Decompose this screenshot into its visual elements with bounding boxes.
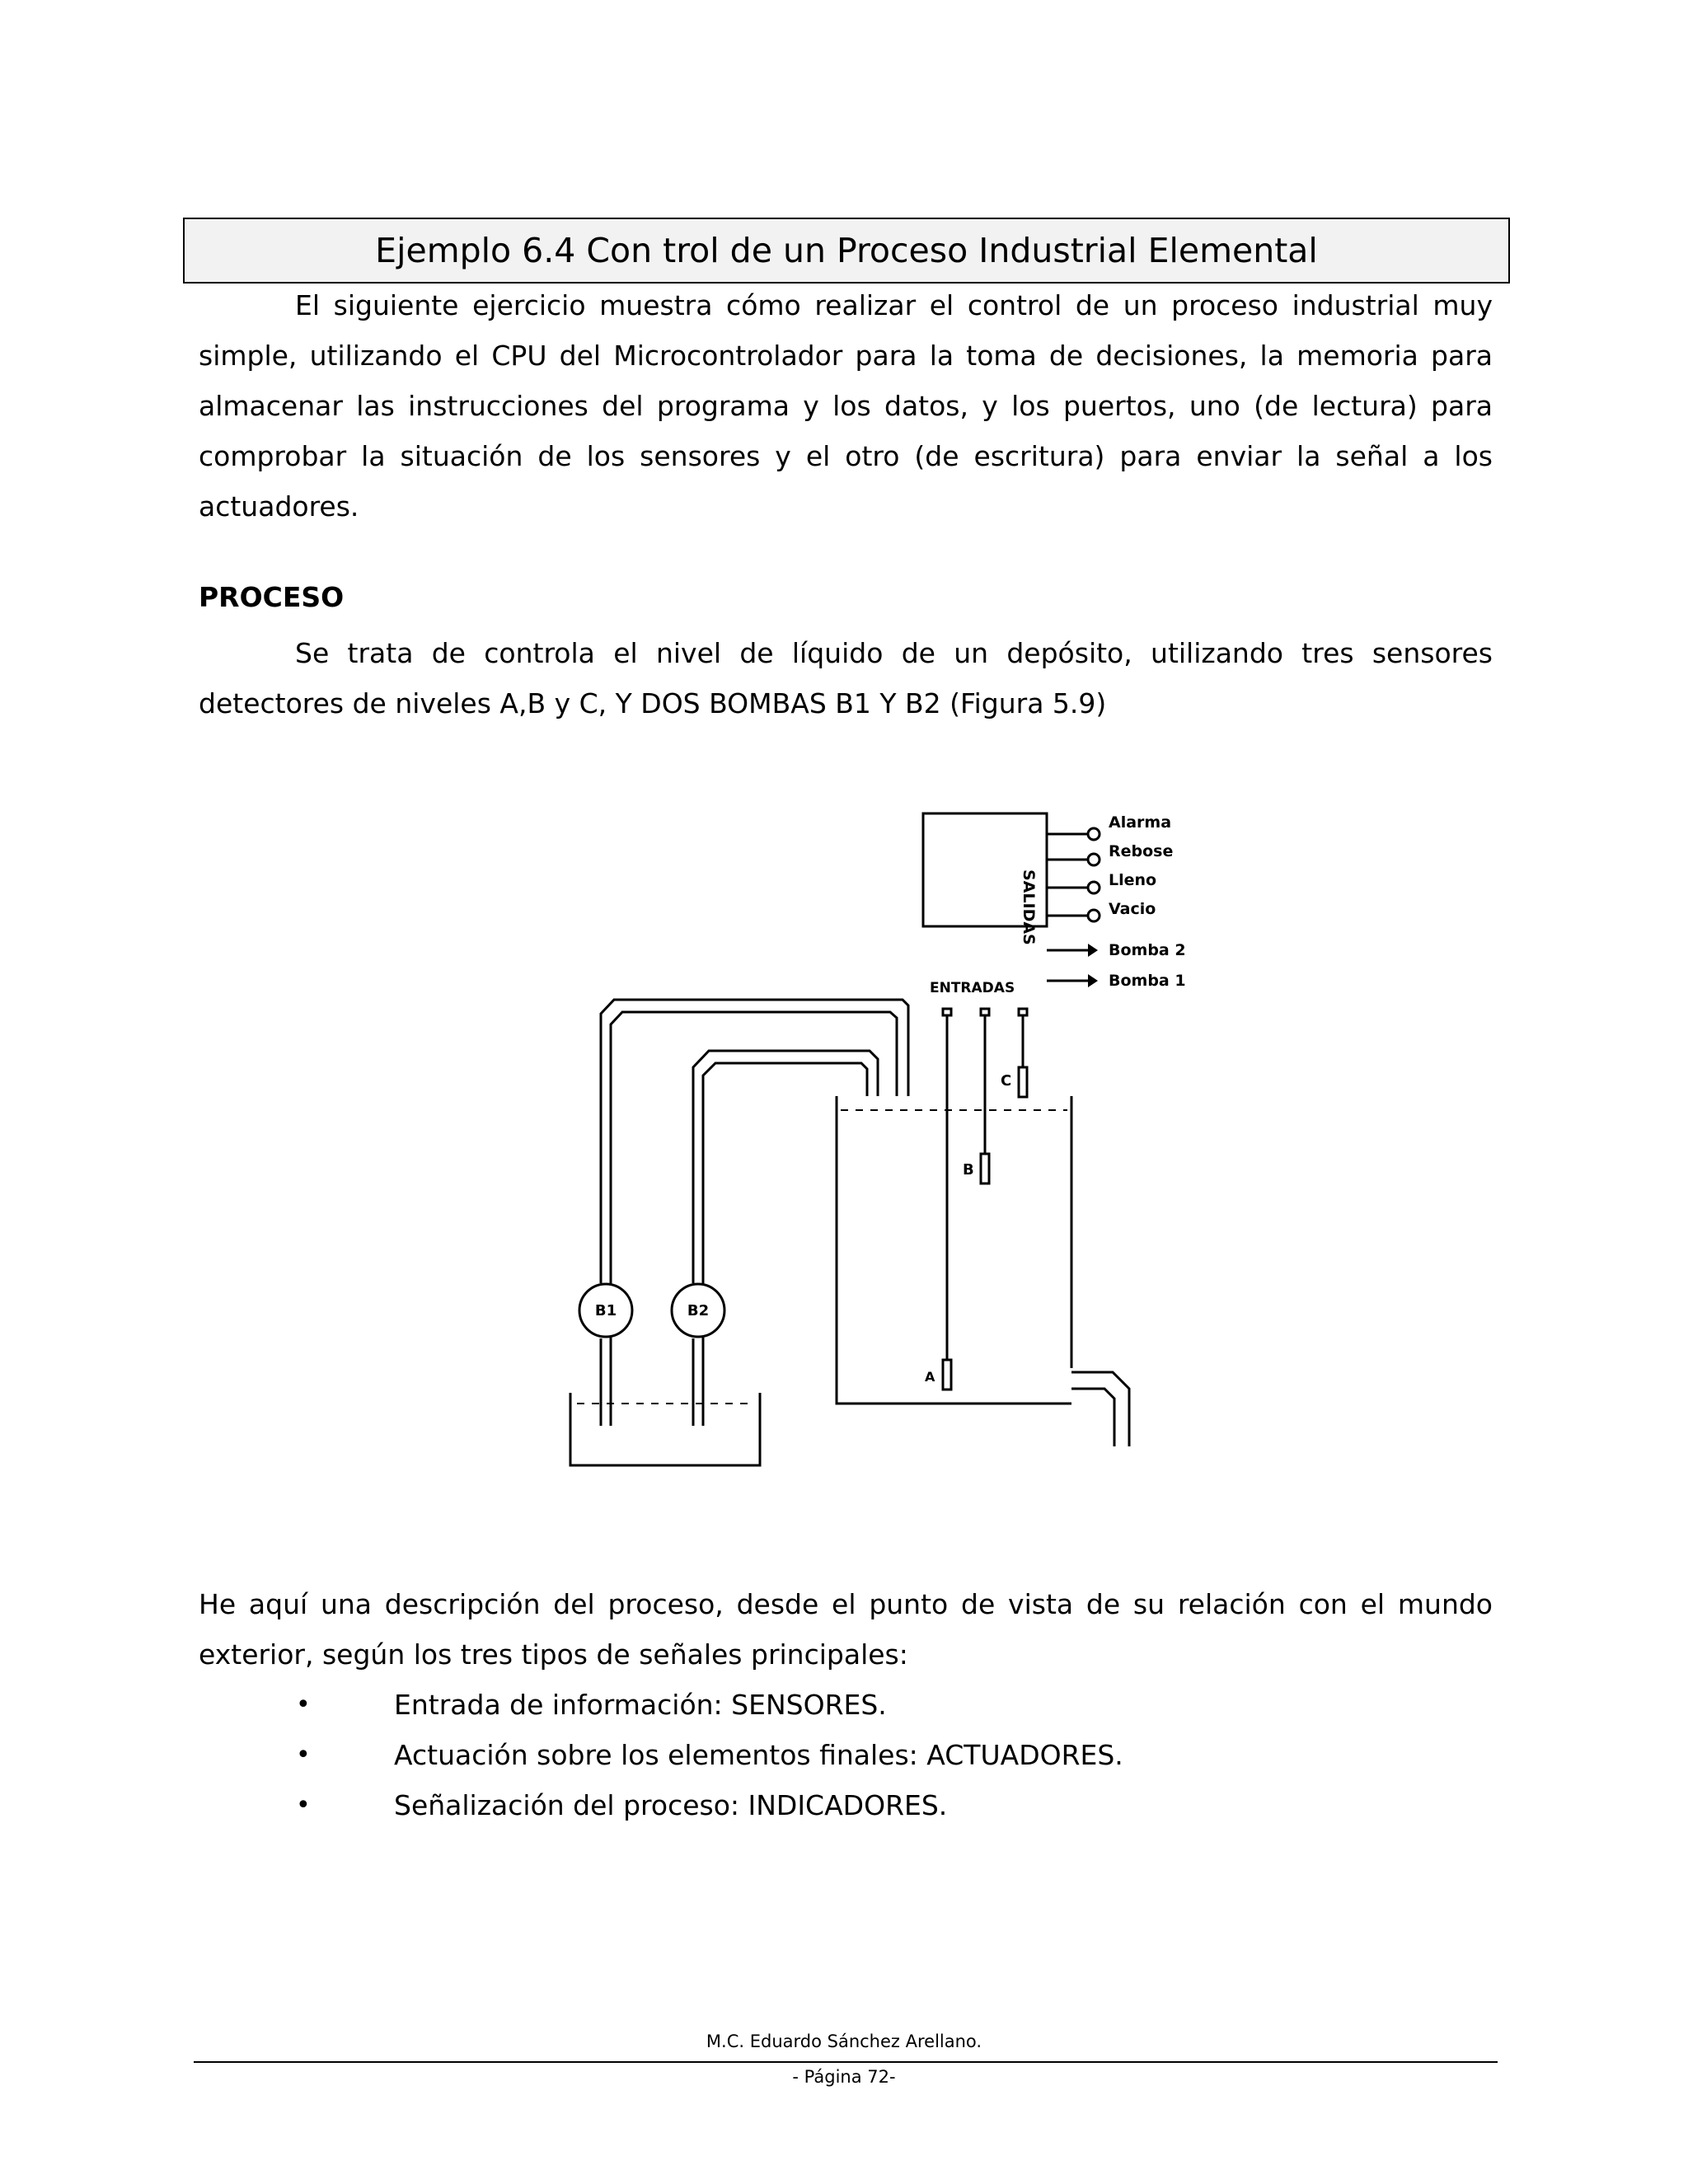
bullet-text: Actuación sobre los elementos finales: ACTUADORES. xyxy=(394,1739,1123,1771)
bullet-text: Señalización del proceso: INDICADORES. xyxy=(394,1789,948,1821)
output-alarma: Alarma xyxy=(1109,813,1172,832)
footer-divider xyxy=(194,2061,1498,2063)
sensor-c xyxy=(1019,1067,1027,1097)
description-paragraph: He aquí una descripción del proceso, desde el punto de vista de su relación con el mundo exterior, según los tres tipos de señales principales: xyxy=(199,1588,1493,1671)
bullet-icon: • xyxy=(296,1791,311,1820)
bullet-icon: • xyxy=(296,1690,311,1719)
section-heading: PROCESO xyxy=(199,581,345,613)
output-vacio: Vacio xyxy=(1109,900,1156,918)
sensor-a-label: A xyxy=(925,1369,935,1385)
sensor-c-label: C xyxy=(1001,1072,1012,1090)
process-paragraph: Se trata de controla el nivel de líquido de un depósito, utilizando tres sensores detectores de niveles A,B y C, Y DOS BOMBAS B1 Y B2 (Figura 5.9) xyxy=(199,637,1493,719)
output-bomba-1: Bomba 1 xyxy=(1109,972,1186,990)
bullet-text: Entrada de información: SENSORES. xyxy=(394,1689,887,1721)
sensor-b xyxy=(981,1154,989,1183)
bullet-icon: • xyxy=(296,1741,311,1769)
sensor-a xyxy=(943,1360,951,1390)
tank-control-diagram xyxy=(503,754,1220,1500)
inputs-label: ENTRADAS xyxy=(930,980,1015,996)
footer-author: M.C. Eduardo Sánchez Arellano. xyxy=(706,2032,982,2051)
list-item xyxy=(199,1780,1493,1830)
example-title xyxy=(183,218,1510,284)
example-title-text: Ejemplo 6.4 Con trol de un Proceso Industrial Elemental xyxy=(375,231,1318,270)
pump-b2-label: B2 xyxy=(687,1302,710,1319)
list-item xyxy=(199,1680,1493,1730)
output-lleno: Lleno xyxy=(1109,871,1157,889)
output-bomba-2: Bomba 2 xyxy=(1109,941,1186,959)
pump-b1-label: B1 xyxy=(594,1302,617,1319)
list-item xyxy=(199,1730,1493,1780)
sensor-b-label: B xyxy=(963,1161,974,1179)
process-figure xyxy=(503,754,1220,1500)
output-rebose: Rebose xyxy=(1109,842,1174,860)
outputs-label: SALIDAS xyxy=(1020,869,1038,945)
bullet-list xyxy=(199,1680,1493,1830)
page-number: - Página 72- xyxy=(792,2067,896,2087)
intro-paragraph: El siguiente ejercicio muestra cómo realizar el control de un proceso industrial muy simple, utilizando el CPU del Microcontrolador para la toma de decisiones, la memoria para almacenar las instrucciones del programa y los datos, y los puertos, uno (de lectura) para comprobar la situación de los sensores y el otro (de escritura) para enviar la señal a los actuadores. xyxy=(199,289,1493,523)
